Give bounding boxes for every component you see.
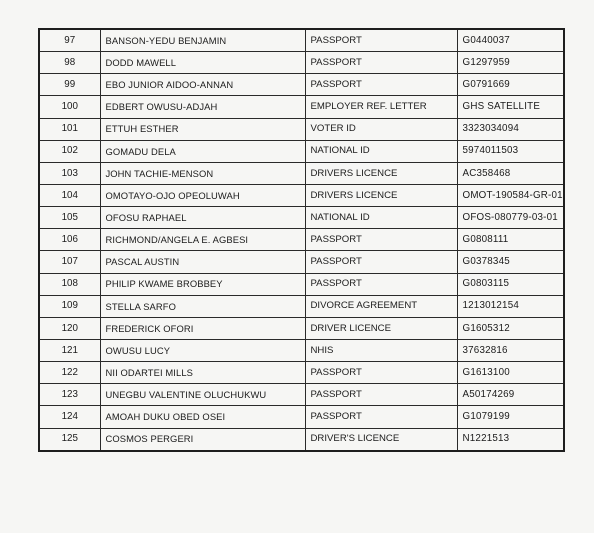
row-number-cell: 101 (39, 118, 100, 140)
person-name-cell: RICHMOND/ANGELA E. AGBESI (100, 229, 305, 251)
row-number-cell: 124 (39, 406, 100, 428)
id-document-type-cell: DIVORCE AGREEMENT (305, 295, 457, 317)
id-document-number-cell: AC358468 (457, 162, 564, 184)
row-number-cell: 97 (39, 29, 100, 52)
id-document-type-cell: PASSPORT (305, 229, 457, 251)
row-number-cell: 99 (39, 74, 100, 96)
id-document-number-cell: 3323034094 (457, 118, 564, 140)
id-document-type-cell: DRIVER LICENCE (305, 317, 457, 339)
person-name-cell: COSMOS PERGERI (100, 428, 305, 451)
id-document-number-cell: GHS SATELLITE (457, 96, 564, 118)
table-row (39, 118, 564, 140)
person-name-cell: NII ODARTEI MILLS (100, 362, 305, 384)
person-name-cell: JOHN TACHIE-MENSON (100, 162, 305, 184)
table-row (39, 29, 564, 52)
row-number-cell: 120 (39, 317, 100, 339)
id-document-number-cell: 5974011503 (457, 140, 564, 162)
id-document-type-cell: VOTER ID (305, 118, 457, 140)
id-document-type-cell: PASSPORT (305, 406, 457, 428)
id-document-number-cell: G0791669 (457, 74, 564, 96)
id-document-type-cell: DRIVER'S LICENCE (305, 428, 457, 451)
table-row (39, 52, 564, 74)
person-name-cell: UNEGBU VALENTINE OLUCHUKWU (100, 384, 305, 406)
row-number-cell: 106 (39, 229, 100, 251)
id-document-type-cell: DRIVERS LICENCE (305, 184, 457, 206)
table-row (39, 96, 564, 118)
id-document-type-cell: NHIS (305, 339, 457, 361)
row-number-cell: 109 (39, 295, 100, 317)
row-number-cell: 102 (39, 140, 100, 162)
person-name-cell: STELLA SARFO (100, 295, 305, 317)
person-name-cell: GOMADU DELA (100, 140, 305, 162)
id-document-type-cell: DRIVERS LICENCE (305, 162, 457, 184)
id-document-number-cell: N1221513 (457, 428, 564, 451)
id-document-type-cell: EMPLOYER REF. LETTER (305, 96, 457, 118)
id-document-type-cell: PASSPORT (305, 251, 457, 273)
row-number-cell: 98 (39, 52, 100, 74)
table-row (39, 406, 564, 428)
person-name-cell: OMOTAYO-OJO OPEOLUWAH (100, 184, 305, 206)
id-document-number-cell: G1605312 (457, 317, 564, 339)
id-document-number-cell: G1297959 (457, 52, 564, 74)
table-row (39, 140, 564, 162)
person-name-cell: OFOSU RAPHAEL (100, 207, 305, 229)
person-name-cell: DODD MAWELL (100, 52, 305, 74)
row-number-cell: 103 (39, 162, 100, 184)
person-name-cell: OWUSU LUCY (100, 339, 305, 361)
table-row (39, 207, 564, 229)
table-row (39, 273, 564, 295)
person-name-cell: FREDERICK OFORI (100, 317, 305, 339)
person-name-cell: EBO JUNIOR AIDOO-ANNAN (100, 74, 305, 96)
table-row (39, 362, 564, 384)
row-number-cell: 104 (39, 184, 100, 206)
id-document-type-cell: PASSPORT (305, 74, 457, 96)
row-number-cell: 100 (39, 96, 100, 118)
id-document-number-cell: OMOT-190584-GR-01 (457, 184, 564, 206)
table-row (39, 251, 564, 273)
row-number-cell: 125 (39, 428, 100, 451)
id-records-table (38, 28, 565, 452)
table-row (39, 162, 564, 184)
table-row (39, 428, 564, 451)
person-name-cell: AMOAH DUKU OBED OSEI (100, 406, 305, 428)
id-document-type-cell: PASSPORT (305, 362, 457, 384)
table-row (39, 229, 564, 251)
id-document-number-cell: 37632816 (457, 339, 564, 361)
table-row (39, 74, 564, 96)
row-number-cell: 105 (39, 207, 100, 229)
id-document-type-cell: PASSPORT (305, 29, 457, 52)
id-records-body (39, 29, 564, 451)
id-document-number-cell: 1213012154 (457, 295, 564, 317)
row-number-cell: 122 (39, 362, 100, 384)
table-row (39, 317, 564, 339)
person-name-cell: ETTUH ESTHER (100, 118, 305, 140)
id-document-type-cell: NATIONAL ID (305, 140, 457, 162)
table-row (39, 339, 564, 361)
id-document-number-cell: G1613100 (457, 362, 564, 384)
table-row (39, 295, 564, 317)
id-document-number-cell: G0808111 (457, 229, 564, 251)
id-document-number-cell: G0440037 (457, 29, 564, 52)
id-document-number-cell: G1079199 (457, 406, 564, 428)
row-number-cell: 107 (39, 251, 100, 273)
person-name-cell: PHILIP KWAME BROBBEY (100, 273, 305, 295)
person-name-cell: BANSON-YEDU BENJAMIN (100, 29, 305, 52)
row-number-cell: 108 (39, 273, 100, 295)
id-document-type-cell: PASSPORT (305, 52, 457, 74)
table-row (39, 184, 564, 206)
id-document-number-cell: G0378345 (457, 251, 564, 273)
table-row (39, 384, 564, 406)
id-document-number-cell: A50174269 (457, 384, 564, 406)
id-document-type-cell: NATIONAL ID (305, 207, 457, 229)
id-document-type-cell: PASSPORT (305, 273, 457, 295)
person-name-cell: PASCAL AUSTIN (100, 251, 305, 273)
id-document-number-cell: OFOS-080779-03-01 (457, 207, 564, 229)
id-document-number-cell: G0803115 (457, 273, 564, 295)
person-name-cell: EDBERT OWUSU-ADJAH (100, 96, 305, 118)
row-number-cell: 123 (39, 384, 100, 406)
row-number-cell: 121 (39, 339, 100, 361)
id-document-type-cell: PASSPORT (305, 384, 457, 406)
